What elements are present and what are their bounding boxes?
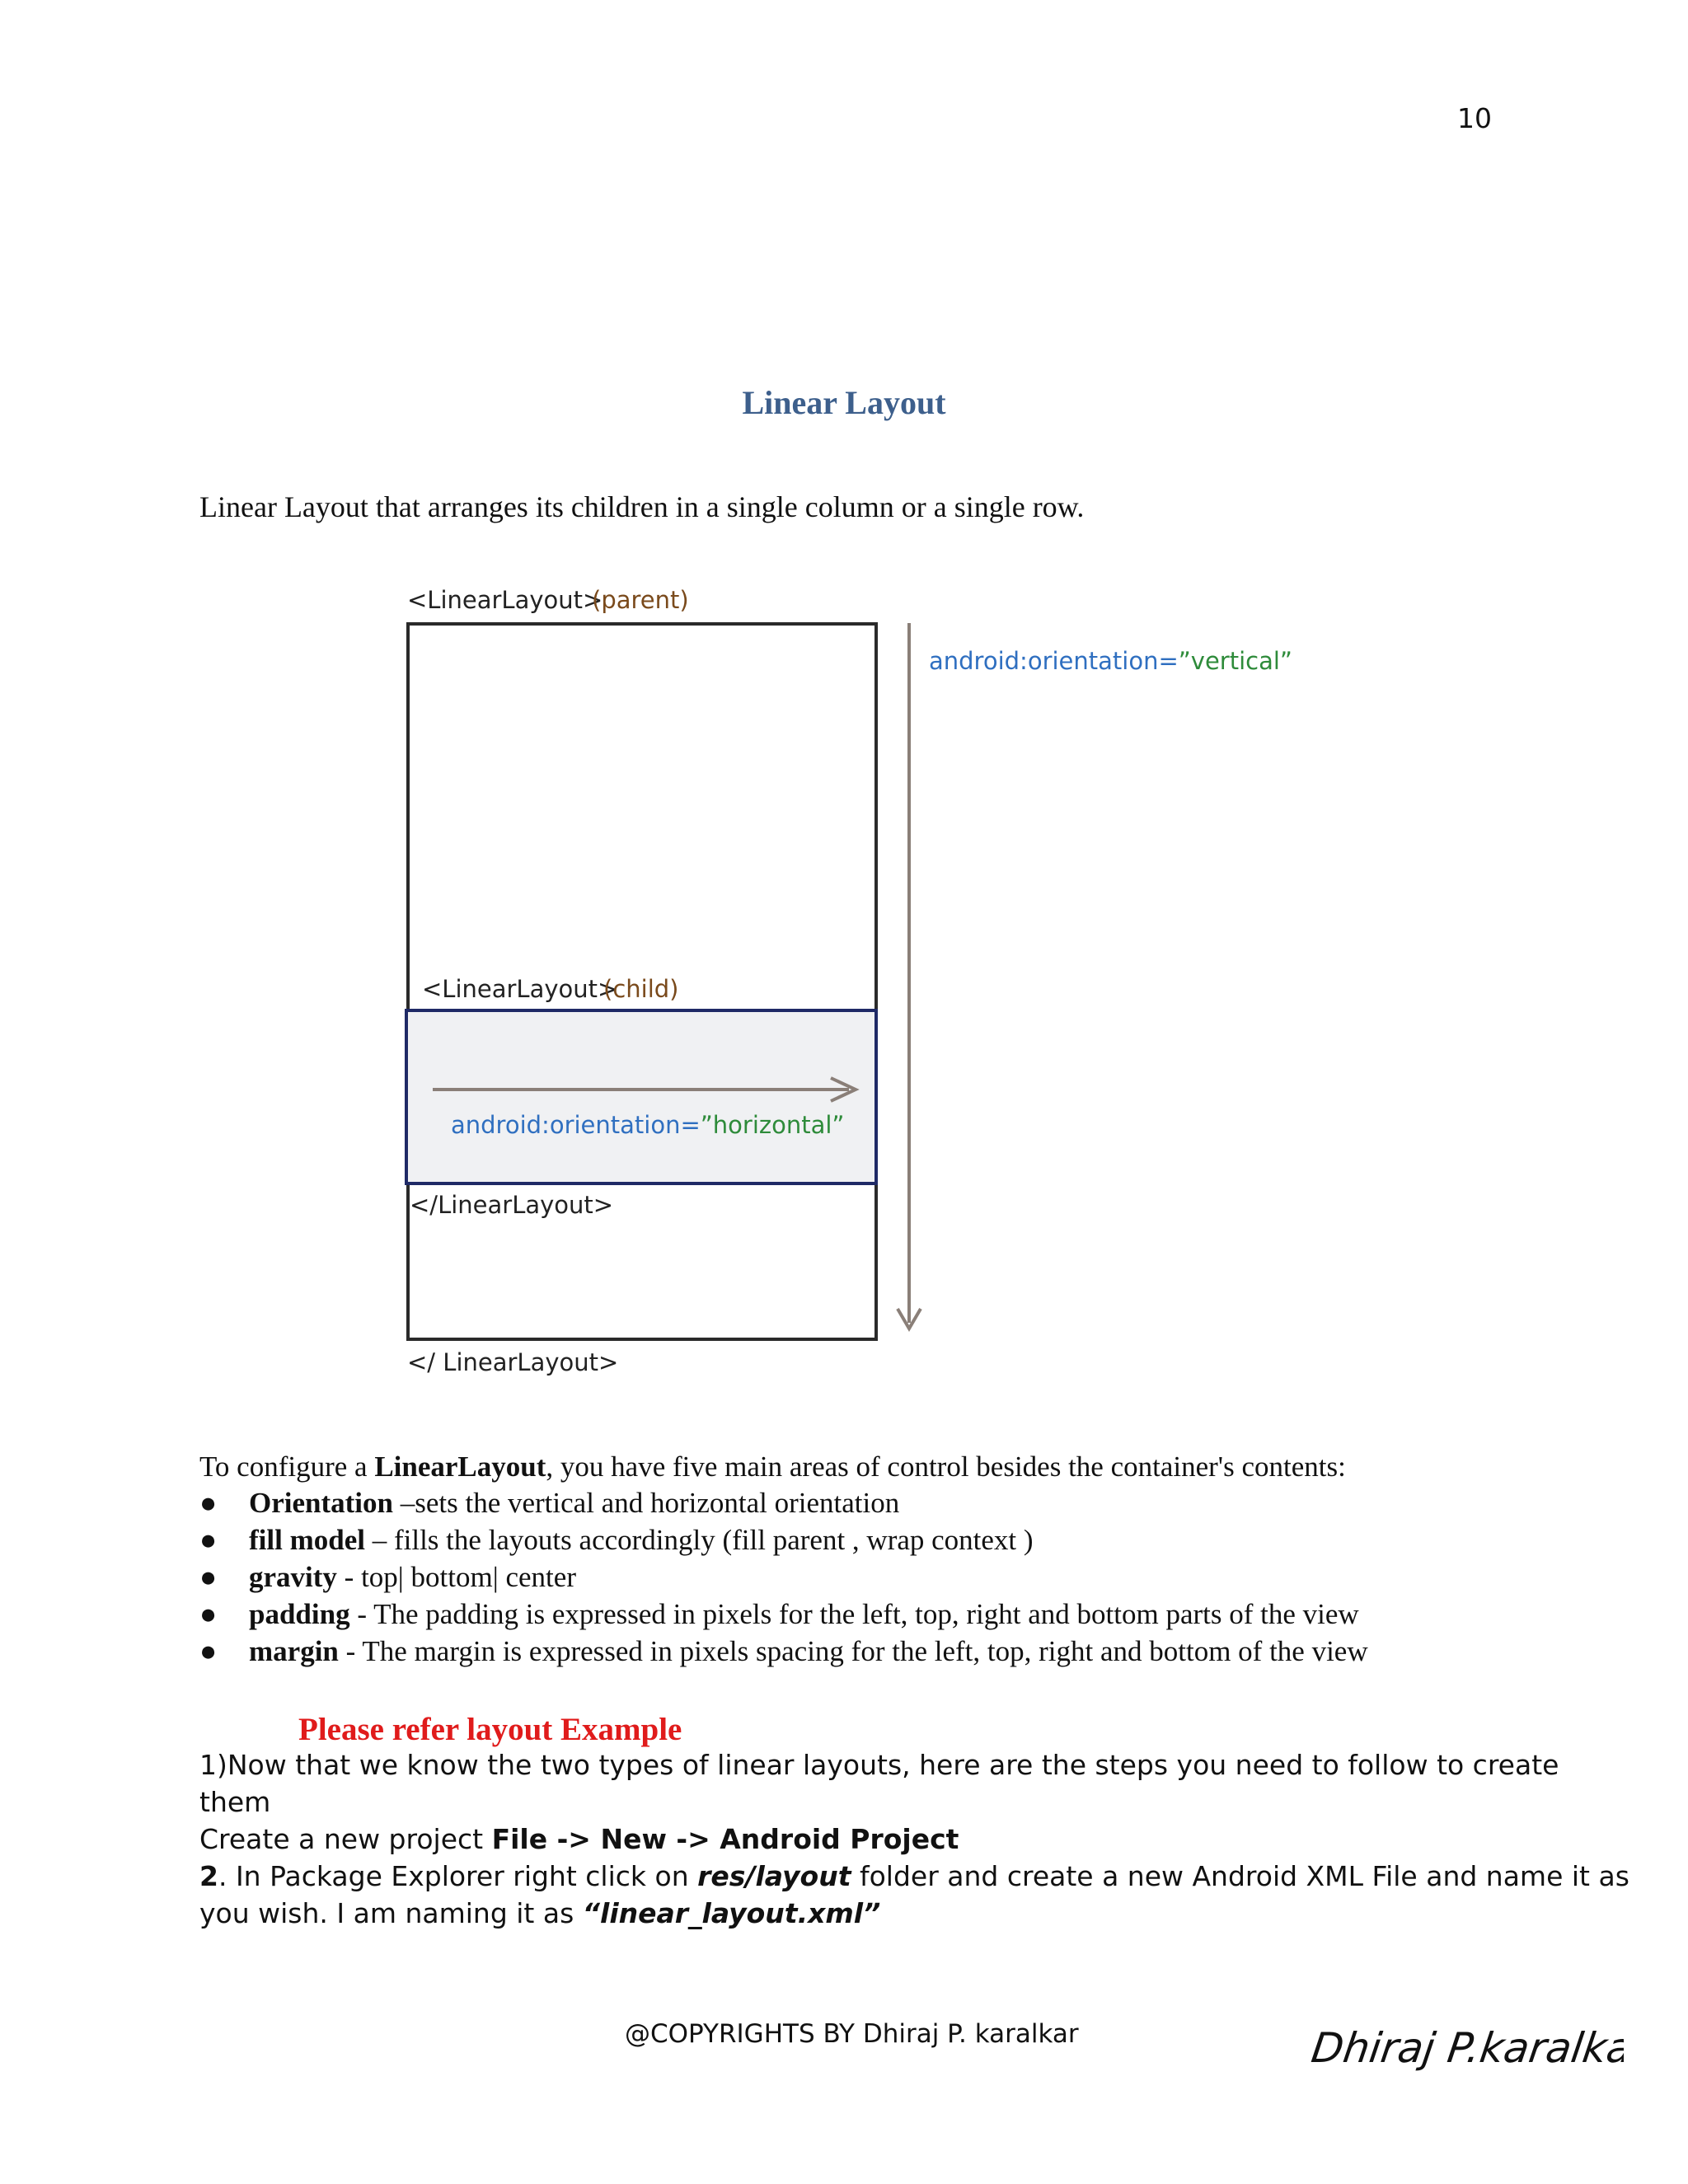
- bullet-icon: ●: [199, 1561, 218, 1593]
- list-item-text: – fills the layouts accordingly (fill parent , wrap context ): [364, 1524, 1034, 1556]
- bullet-icon: ●: [199, 1487, 218, 1519]
- step-line-5: [199, 1897, 880, 1929]
- list-item-term: margin: [249, 1635, 339, 1667]
- refer-heading: Please refer layout Example: [298, 1712, 682, 1747]
- list-item: [199, 1487, 899, 1520]
- bullet-icon: ●: [199, 1635, 218, 1667]
- step-line-1: 1)Now that we know the two types of linear layouts, here are the steps you need to follow to create: [199, 1749, 1559, 1781]
- parent-close-tag: </ LinearLayout>: [407, 1348, 619, 1376]
- list-item: [199, 1635, 1368, 1668]
- child-open-tag: <LinearLayout>: [422, 975, 618, 1003]
- page-title: Linear Layout: [742, 384, 946, 421]
- configure-prefix: To configure a: [199, 1451, 375, 1483]
- step-line-4: [199, 1860, 1629, 1892]
- list-item-term: gravity: [249, 1561, 337, 1593]
- configure-bold: LinearLayout: [374, 1451, 546, 1483]
- parent-note: (parent): [592, 586, 689, 614]
- horizontal-orientation-label: android:orientation=”horizontal”: [451, 1111, 845, 1139]
- list-item: [199, 1598, 1359, 1631]
- vertical-orientation-label: android:orientation=”vertical”: [929, 647, 1292, 675]
- list-item-term: padding: [249, 1598, 350, 1630]
- bullet-icon: ●: [199, 1524, 218, 1556]
- step-3-prefix: Create a new project: [199, 1823, 492, 1855]
- step-5-emphasis: “linear_layout.xml”: [582, 1897, 881, 1929]
- step-4-number: 2: [199, 1860, 218, 1892]
- list-item-text: - top| bottom| center: [336, 1561, 576, 1593]
- configure-suffix: , you have five main areas of control besides the container's contents:: [546, 1451, 1346, 1483]
- step-5-text: you wish. I am naming it as: [199, 1897, 583, 1929]
- step-4-emphasis: res/layout: [697, 1860, 851, 1892]
- intro-paragraph: Linear Layout that arranges its children in a single column or a single row.: [199, 490, 1085, 523]
- configure-paragraph: [199, 1451, 1346, 1483]
- child-close-tag: </LinearLayout>: [410, 1191, 614, 1219]
- child-layout-box: [406, 1010, 876, 1183]
- page-number: 10: [1457, 102, 1492, 134]
- list-item: [199, 1561, 576, 1594]
- step-line-2: them: [199, 1786, 271, 1818]
- step-4-text-b: folder and create a new Android XML File and name it as: [851, 1860, 1629, 1892]
- bullet-icon: ●: [199, 1598, 218, 1630]
- step-line-3: [199, 1823, 959, 1855]
- list-item-text: - The margin is expressed in pixels spacing for the left, top, right and bottom of the view: [338, 1635, 1368, 1667]
- list-item-term: fill model: [249, 1524, 365, 1556]
- signature-text: Dhiraj P.karalkar: [1311, 2023, 1624, 2072]
- list-item-text: - The padding is expressed in pixels for the left, top, right and bottom parts of the view: [349, 1598, 1359, 1630]
- child-note: (child): [603, 975, 679, 1003]
- list-item-term: Orientation: [249, 1487, 393, 1519]
- signature: [1311, 2011, 1624, 2085]
- list-item-text: –sets the vertical and horizontal orientation: [392, 1487, 900, 1519]
- parent-open-tag: <LinearLayout>: [407, 586, 603, 614]
- list-item: [199, 1524, 1034, 1557]
- linear-layout-diagram: [387, 577, 1343, 1401]
- step-3-bold: File -> New -> Android Project: [491, 1823, 959, 1855]
- step-4-text-a: . In Package Explorer right click on: [218, 1860, 698, 1892]
- copyright-footer: @COPYRIGHTS BY Dhiraj P. karalkar: [625, 2019, 1079, 2049]
